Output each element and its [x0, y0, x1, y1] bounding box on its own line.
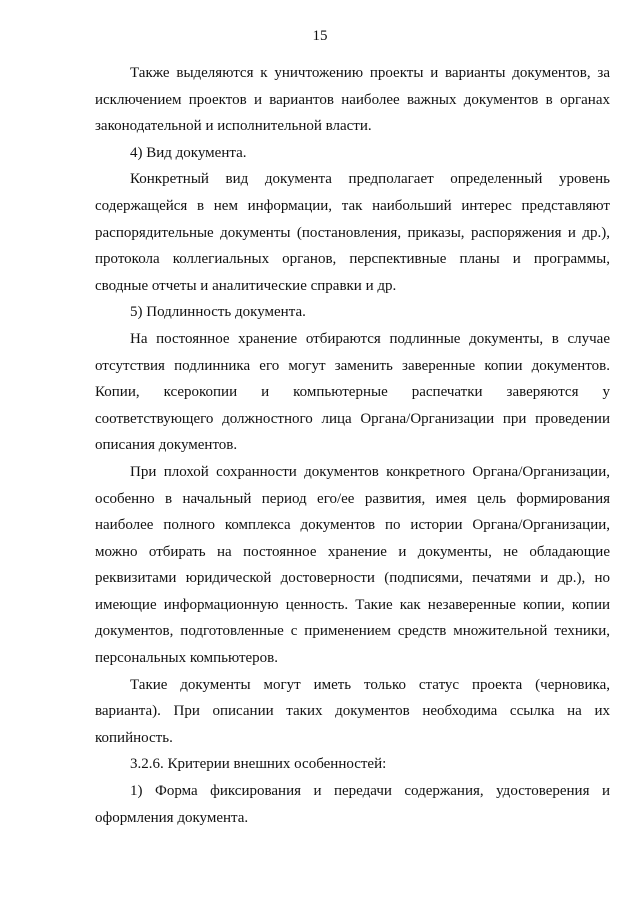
text-line: Конкретный вид документа предполагает определенный уровень: [130, 171, 610, 188]
text-line: можно отбирать на постоянное хранение и документы, не обладающие: [95, 543, 610, 560]
text-line: персональных компьютеров.: [95, 650, 278, 667]
text-line: При плохой сохранности документов конкретного Органа/Организации,: [130, 463, 610, 480]
text-line: сводные отчеты и аналитические справки и др.: [95, 277, 397, 294]
text-line: содержащейся в нем информации, так наибольший интерес представляют: [95, 197, 610, 214]
paragraph: [95, 299, 610, 326]
page-number: 15: [312, 28, 328, 44]
text-line: Также выделяются к уничтожению проекты и варианты документов, за: [130, 65, 610, 81]
text-line: особенно в начальный период его/ее развития, имея цель формирования: [95, 490, 610, 507]
text-line: На постоянное хранение отбираются подлинные документы, в случае: [130, 330, 610, 347]
text-line: имеющие информационную ценность. Такие как незаверенные копии, копии: [95, 596, 610, 613]
text-line: протокола коллегиальных органов, перспективные планы и программы,: [95, 251, 610, 268]
text-line: реквизитами юридической достоверности (подписями, печатями и др.), но: [95, 570, 610, 587]
text-line: исключением проектов и вариантов наиболее важных документов в органах: [95, 91, 610, 108]
text-line: копийность.: [95, 729, 173, 746]
text-line: распорядительные документы (постановления, приказы, распоряжения и др.),: [95, 224, 610, 241]
text-line: Такие документы могут иметь только статус проекта (черновика,: [130, 676, 610, 693]
text-line: Копии, ксерокопии и компьютерные распечатки заверяются у: [95, 384, 610, 401]
text-line: наиболее полного комплекса документов по истории Органа/Организации,: [95, 517, 610, 534]
paragraph: [95, 751, 610, 778]
paragraph: [95, 140, 610, 167]
text-line: 5) Подлинность документа.: [130, 304, 306, 321]
paragraph: [95, 672, 610, 752]
text-line: отсутствия подлинника его могут заменить заверенные копии документов.: [95, 357, 610, 374]
text-line: соответствующего должностного лица Органа/Организации при проведении: [95, 410, 610, 427]
paragraph: [95, 60, 610, 140]
text-line: документов, подготовленные с применением средств множительной техники,: [95, 623, 610, 640]
text-line: 1) Форма фиксирования и передачи содержания, удостоверения и: [130, 783, 610, 800]
paragraph: [95, 166, 610, 299]
text-line: варианта). При описании таких документов необходима ссылка на их: [95, 703, 610, 720]
text-line: законодательной и исполнительной власти.: [95, 118, 372, 135]
paragraph: [95, 778, 610, 831]
text-line: описания документов.: [95, 437, 238, 454]
text-line: оформления документа.: [95, 809, 249, 826]
document-body: [95, 60, 610, 831]
text-line: 3.2.6. Критерии внешних особенностей:: [130, 756, 387, 773]
paragraph: [95, 459, 610, 672]
text-line: 4) Вид документа.: [130, 144, 247, 161]
paragraph: [95, 326, 610, 459]
